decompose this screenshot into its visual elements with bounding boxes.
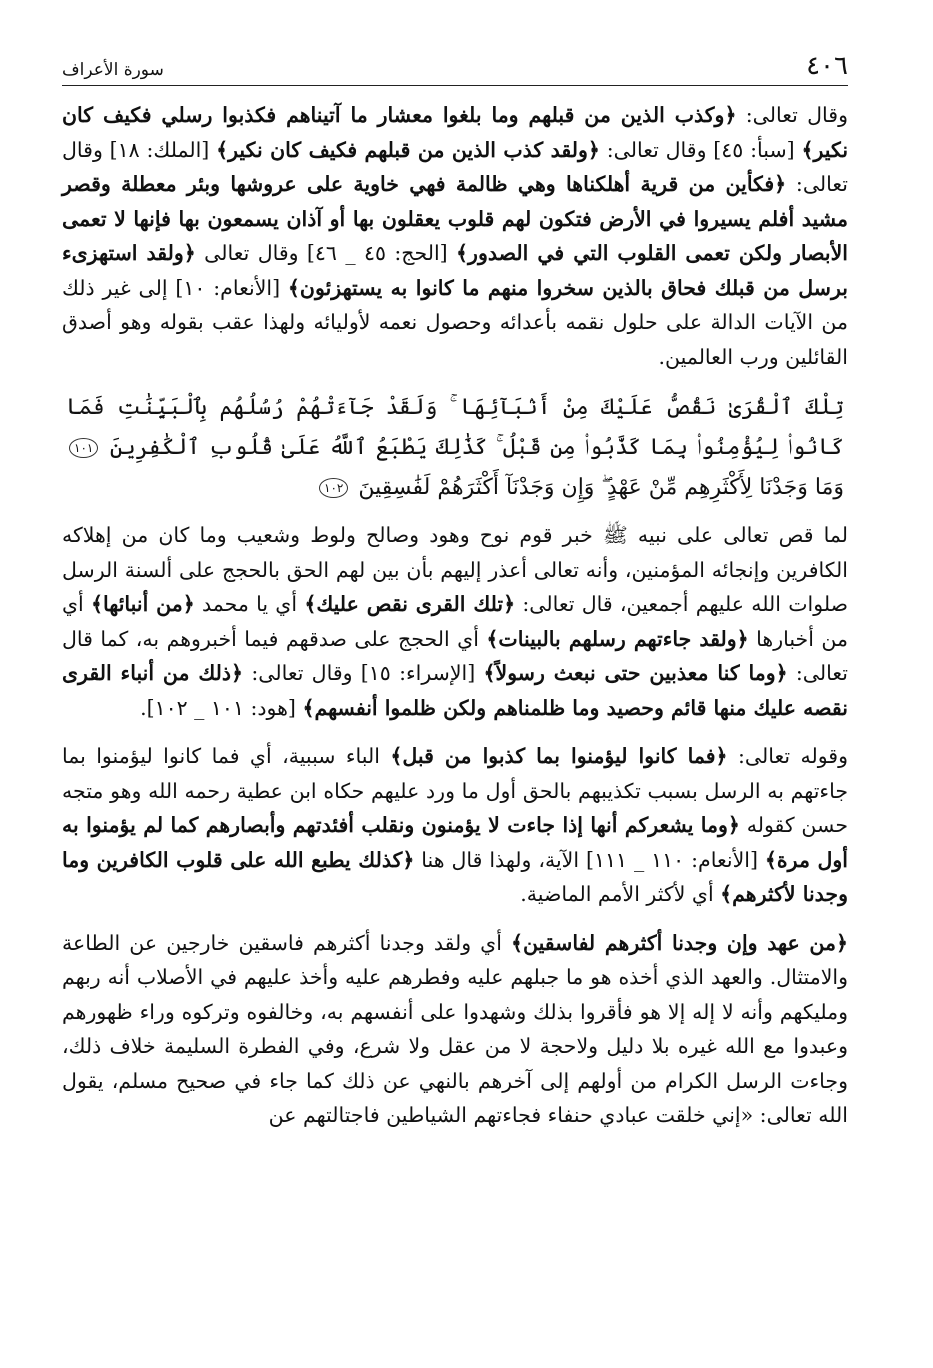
commentary-text: [سبأ: ٤٥] وقال تعالى: — [599, 137, 802, 162]
quoted-verse: ﴿وما كنا معذبين حتى نبعث رسولاً﴾ — [483, 661, 788, 685]
verse-101: تِلْكَ ٱلْقُرَىٰ نَقُصُّ عَلَيْكَ مِنْ أَنۢبَآئِهَا ۚ وَلَقَدْ جَآءَتْهُمْ رُسُلُهُم بِٱلْبَيِّنَٰتِ فَمَا كَانُوا۟ لِيُؤْمِنُوا۟ بِمَا كَذَّبُوا۟ مِن قَبْلُ ۚ كَذَٰلِكَ يَطْبَعُ ٱللَّهُ عَلَىٰ قُلُوبِ ٱلْكَٰفِرِينَ — [66, 395, 844, 460]
paragraph — [62, 739, 848, 912]
paragraph-group-2 — [62, 518, 848, 1133]
commentary-text: الباء سببية، أي فما كانوا ليؤمنوا بما جاءتهم به الرسل بسبب تكذيبهم بالحق أول ما ورد عليهم حكاه ابن عطية رحمه الله وهو متجه حسن كقوله — [62, 744, 848, 837]
quoted-verse: ﴿ولقد استهزىء برسل من قبلك فحاق بالذين سخروا منهم ما كانوا به يستهزئون﴾ — [62, 241, 848, 300]
commentary-text: أي يا محمد — [194, 592, 305, 616]
quoted-verse: ﴿فكأين من قرية أهلكناها وهي ظالمة فهي خاوية على عروشها وبئر معطلة وقصر مشيد أفلم يسيروا في الأرض فتكون لهم قلوب يعقلون بها أو آذان يسمعون بها فإنها لا تعمى الأبصار ولكن تعمى القلوب التي في الصدور﴾ — [62, 172, 848, 265]
paragraph-gap — [62, 725, 848, 739]
commentary-text: [هود: ١٠١ _ ١٠٢]. — [140, 695, 303, 720]
quoted-verse: ﴿ذلك من أنباء القرى نقصه عليك منها قائم وحصيد وما ظلمناهم ولكن ظلموا أنفسهم﴾ — [62, 661, 848, 720]
page-header — [62, 40, 848, 86]
commentary-text: أي لأكثر الأمم الماضية. — [520, 882, 721, 906]
running-title: سورة الأعراف — [62, 60, 164, 80]
commentary-text: أي الحجج على صدقهم فيما أخبروهم به، كما قال تعالى: — [62, 626, 848, 685]
quoted-verse: ﴿وما يشعركم أنها إذا جاءت لا يؤمنون ونقلب أفئدتهم وأبصارهم كما لم يؤمنوا به أول مرة﴾ — [62, 813, 848, 872]
commentary-text: أي من أخبارها — [62, 592, 849, 651]
quran-verses — [62, 388, 848, 508]
body-text — [62, 98, 848, 1133]
quoted-verse: ﴿فما كانوا ليؤمنوا بما كذبوا من قبل﴾ — [390, 744, 728, 768]
quoted-verse: ﴿كذلك يطبع الله على قلوب الكافرين وما وجدنا لأكثرهم﴾ — [62, 847, 848, 906]
book-page — [62, 40, 848, 1350]
commentary-text: وقال تعالى: — [736, 103, 848, 127]
quoted-verse: ﴿ولقد جاءتهم رسلهم بالبينات﴾ — [486, 626, 749, 651]
commentary-text: وقوله تعالى: — [727, 744, 848, 768]
quoted-verse: ﴿من عهد وإن وجدنا أكثرهم لفاسقين﴾ — [510, 930, 848, 955]
quoted-verse: ﴿من أنبائها﴾ — [91, 592, 195, 616]
paragraph — [62, 926, 848, 1133]
page-number: ٤٠٦ — [806, 51, 848, 81]
commentary-text: [الملك: ١٨] وقال تعالى: — [62, 137, 848, 196]
verse-number-102: ١٠٢ — [319, 478, 348, 498]
paragraph-group-1 — [62, 98, 848, 374]
commentary-text: [الإسراء: ١٥] وقال تعالى: — [243, 661, 484, 685]
commentary-text: [الحج: ٤٥ _ ٤٦] وقال تعالى — [195, 241, 457, 265]
commentary-text: أي ولقد وجدنا أكثرهم فاسقين خارجين عن الطاعة والامتثال. والعهد الذي أخذه هو ما جبلهم عليه وفطرهم عليه وأخذ عليهم في الأصلاب أنه ربهم ومليكهم وأنه لا إله إلا هو فأقروا بذلك وشهدوا على أنفسهم به، وخالفوه وتركوه وراء ظهورهم وعبدوا مع الله غيره بلا دليل ولاحجة لا من عقل ولا شرع، وفي الفطرة السليمة خلاف ذلك، وجاءت الرسل الكرام من أولهم إلى آخرهم بالنهي عن ذلك كما جاء في صحيح مسلم، يقول الله تعالى: «إني خلقت عبادي حنفاء فجاءتهم الشياطين فاجتالتهم عن — [62, 930, 848, 1127]
verse-102: وَمَا وَجَدْنَا لِأَكْثَرِهِم مِّنْ عَهْدٍ ۖ وَإِن وَجَدْنَآ أَكْثَرَهُمْ لَفَٰسِقِينَ — [358, 475, 844, 500]
paragraph — [62, 98, 848, 374]
commentary-text: [الأنعام: ١٠] إلى غير ذلك من الآيات الدالة على حلول نقمه بأعدائه وحصول نعمه لأوليائه ولهذا عقب بقوله وهو أصدق القائلين ورب العالمين. — [62, 275, 848, 369]
quoted-verse: ﴿تلك القرى نقص عليك﴾ — [304, 592, 516, 616]
verse-number-101: ١٠١ — [69, 438, 98, 458]
quoted-verse: ﴿ولقد كذب الذين من قبلهم فكيف كان نكير﴾ — [216, 137, 600, 162]
quoted-verse: ﴿وكذب الذين من قبلهم وما بلغوا معشار ما آتيناهم فكذبوا رسلي فكيف كان نكير﴾ — [62, 103, 849, 162]
paragraph — [62, 518, 848, 725]
commentary-text: [الأنعام: ١١٠ _ ١١١] الآية، ولهذا قال هنا — [414, 847, 765, 872]
commentary-text: لما قص تعالى على نبيه ﷺ خبر قوم نوح وهود وصالح ولوط وشعيب وما كان من إهلاكه الكافرين وإنجائه المؤمنين، وأنه تعالى أعذر إليهم بأن بين لهم الحق بالحجج على ألسنة الرسل صلوات الله عليهم أجمعين، قال تعالى: — [62, 523, 849, 616]
paragraph-gap — [62, 912, 848, 926]
